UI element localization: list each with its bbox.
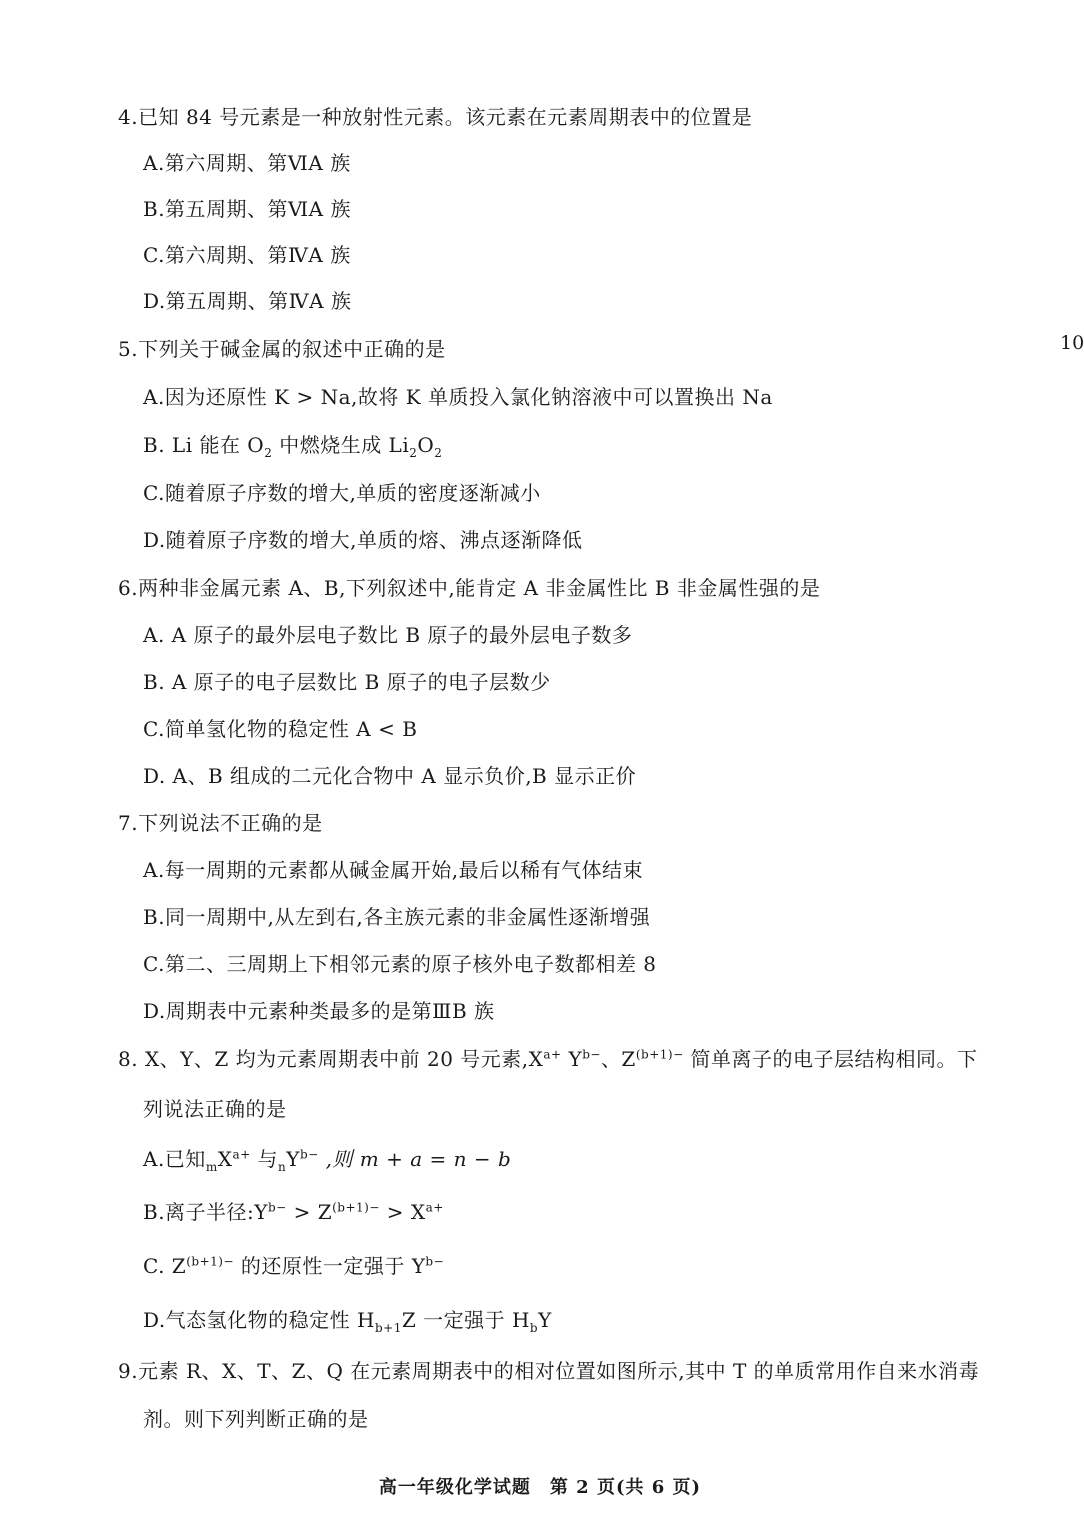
question-8-option-d: D.气态氢化物的稳定性 $H_{b+1}Z$ 一定强于 $H_bY$ <box>143 1308 552 1335</box>
question-6-option-c: C.简单氢化物的稳定性 A < B <box>143 717 418 741</box>
question-8-stem-continued: 列说法正确的是 <box>143 1097 287 1121</box>
question-6-option-a: A. A 原子的最外层电子数比 B 原子的最外层电子数多 <box>143 623 633 647</box>
question-5-option-b: B. Li 能在 $O_2$ 中燃烧生成 $Li_2O_2$ <box>143 433 443 460</box>
question-7-option-d: D.周期表中元素种类最多的是第ⅢB 族 <box>143 999 495 1023</box>
question-4-stem: 4.已知 84 号元素是一种放射性元素。该元素在元素周期表中的位置是 <box>118 105 753 129</box>
question-7-option-c: C.第二、三周期上下相邻元素的原子核外电子数都相差 8 <box>143 952 657 976</box>
question-4-option-b: B.第五周期、第ⅥA 族 <box>143 197 351 221</box>
question-8-option-b: B.离子半径$:Y^{b-} > Z^{(b+1)-} > X^{a+}$ <box>143 1200 444 1224</box>
question-8-option-a: A.已知$_mX^{a+}$ 与$_nY^{b-}$ ,则 m + a = n − b <box>143 1147 512 1174</box>
question-7-stem: 7.下列说法不正确的是 <box>118 811 323 835</box>
question-6-option-d: D. A、B 组成的二元化合物中 A 显示负价,B 显示正价 <box>143 764 637 788</box>
question-8-stem: 8. X、Y、Z 均为元素周期表中前 20 号元素$,X^{a+}$ $Y^{b-}$、$Z^{(b+1)-}$ 简单离子的电子层结构相同。下 <box>118 1047 978 1071</box>
question-8-option-c: C. $Z^{(b+1)-}$ 的还原性一定强于 $Y^{b-}$ <box>143 1254 445 1278</box>
page-footer: 高一年级化学试题 第 2 页(共 6 页) <box>378 1477 702 1498</box>
margin-number: 10 <box>1060 332 1084 354</box>
question-5-option-d: D.随着原子序数的增大,单质的熔、沸点逐渐降低 <box>143 528 583 552</box>
question-4-option-a: A.第六周期、第ⅥA 族 <box>143 151 351 175</box>
question-9-stem-continued: 剂。则下列判断正确的是 <box>143 1407 369 1431</box>
question-7-option-a: A.每一周期的元素都从碱金属开始,最后以稀有气体结束 <box>143 858 644 882</box>
question-4-option-c: C.第六周期、第ⅣA 族 <box>143 243 351 267</box>
question-5-option-c: C.随着原子序数的增大,单质的密度逐渐减小 <box>143 481 541 505</box>
question-5-option-a: A.因为还原性 K > Na,故将 K 单质投入氯化钠溶液中可以置换出 Na <box>143 385 773 409</box>
question-7-option-b: B.同一周期中,从左到右,各主族元素的非金属性逐渐增强 <box>143 905 651 929</box>
question-6-stem: 6.两种非金属元素 A、B,下列叙述中,能肯定 A 非金属性比 B 非金属性强的是 <box>118 576 821 600</box>
question-6-option-b: B. A 原子的电子层数比 B 原子的电子层数少 <box>143 670 551 694</box>
question-9-stem: 9.元素 R、X、T、Z、Q 在元素周期表中的相对位置如图所示,其中 T 的单质常用作自来水消毒 <box>118 1359 980 1383</box>
question-4-option-d: D.第五周期、第ⅣA 族 <box>143 289 352 313</box>
question-5-stem: 5.下列关于碱金属的叙述中正确的是 <box>118 337 446 361</box>
